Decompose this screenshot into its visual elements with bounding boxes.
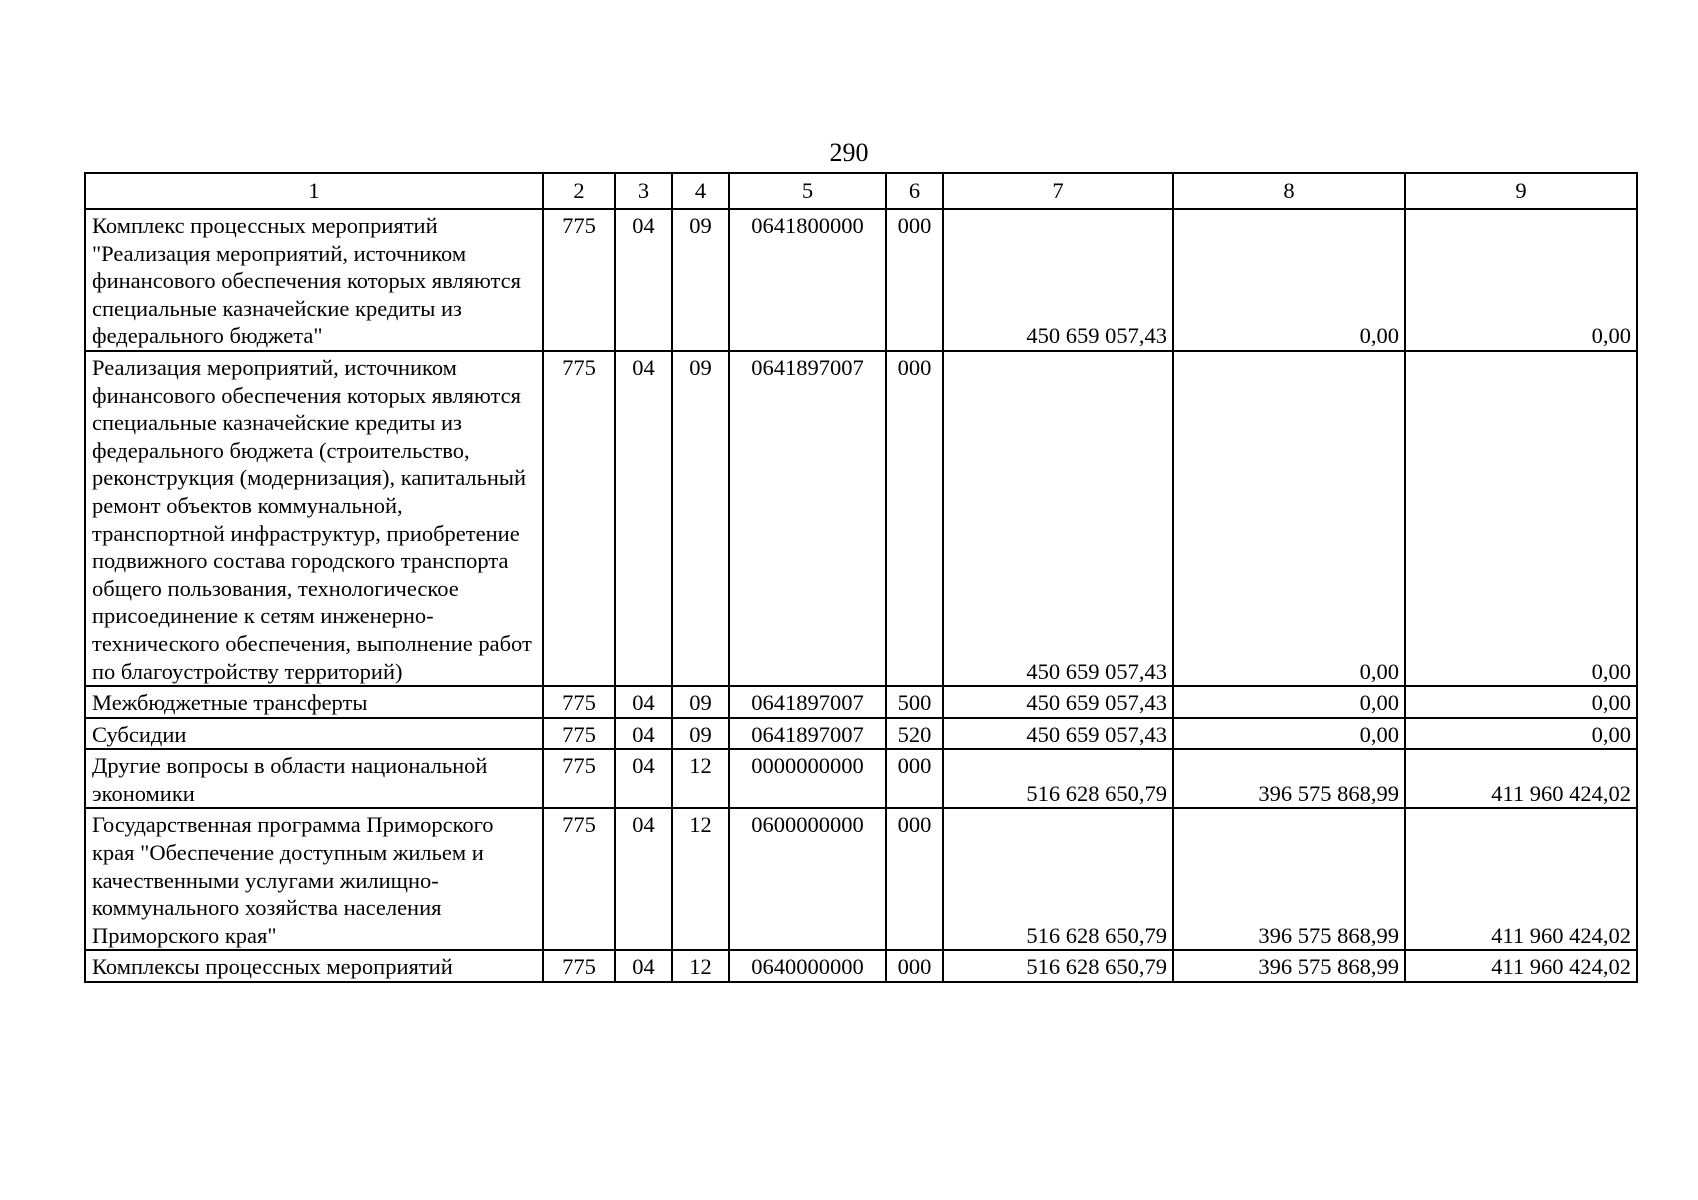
cell-section: 04 [615, 718, 672, 750]
table-row [85, 808, 1637, 950]
cell-target-article: 0640000000 [729, 950, 886, 982]
row-description: Комплекс процессных мероприятий "Реализация мероприятий, источником финансового обеспечения которых являются специальные казначейские кредиты из федерального бюджета" [85, 209, 543, 351]
cell-subsection: 12 [672, 749, 729, 808]
cell-target-article: 0641800000 [729, 209, 886, 351]
cell-subsection: 12 [672, 808, 729, 950]
cell-amount-9: 411 960 424,02 [1405, 808, 1637, 950]
cell-amount-8: 0,00 [1173, 351, 1405, 686]
cell-admin-code: 775 [543, 351, 615, 686]
row-description: Субсидии [85, 718, 543, 750]
cell-amount-8: 0,00 [1173, 209, 1405, 351]
cell-subsection: 12 [672, 950, 729, 982]
table-row [85, 950, 1637, 982]
cell-amount-7: 516 628 650,79 [943, 749, 1173, 808]
header-row [85, 173, 1637, 209]
cell-section: 04 [615, 351, 672, 686]
column-header-5: 5 [729, 173, 886, 209]
table-row [85, 718, 1637, 750]
table-row [85, 351, 1637, 686]
row-description: Межбюджетные трансферты [85, 686, 543, 718]
cell-admin-code: 775 [543, 209, 615, 351]
cell-amount-9: 0,00 [1405, 686, 1637, 718]
cell-expense-type: 500 [886, 686, 943, 718]
cell-target-article: 0641897007 [729, 351, 886, 686]
cell-amount-8: 396 575 868,99 [1173, 950, 1405, 982]
table-row [85, 749, 1637, 808]
cell-amount-9: 0,00 [1405, 209, 1637, 351]
cell-admin-code: 775 [543, 718, 615, 750]
cell-amount-8: 396 575 868,99 [1173, 808, 1405, 950]
column-header-6: 6 [886, 173, 943, 209]
cell-amount-8: 0,00 [1173, 718, 1405, 750]
cell-section: 04 [615, 209, 672, 351]
cell-target-article: 0600000000 [729, 808, 886, 950]
cell-amount-7: 450 659 057,43 [943, 351, 1173, 686]
cell-target-article: 0641897007 [729, 718, 886, 750]
cell-admin-code: 775 [543, 950, 615, 982]
cell-amount-9: 0,00 [1405, 351, 1637, 686]
cell-admin-code: 775 [543, 749, 615, 808]
cell-admin-code: 775 [543, 808, 615, 950]
row-description: Другие вопросы в области национальной экономики [85, 749, 543, 808]
cell-target-article: 0000000000 [729, 749, 886, 808]
cell-section: 04 [615, 749, 672, 808]
budget-table [84, 172, 1638, 983]
cell-target-article: 0641897007 [729, 686, 886, 718]
cell-expense-type: 000 [886, 209, 943, 351]
cell-amount-7: 516 628 650,79 [943, 950, 1173, 982]
cell-amount-7: 450 659 057,43 [943, 686, 1173, 718]
cell-expense-type: 000 [886, 351, 943, 686]
column-header-1: 1 [85, 173, 543, 209]
cell-amount-9: 411 960 424,02 [1405, 950, 1637, 982]
cell-amount-9: 411 960 424,02 [1405, 749, 1637, 808]
cell-amount-7: 516 628 650,79 [943, 808, 1173, 950]
cell-expense-type: 000 [886, 749, 943, 808]
cell-expense-type: 000 [886, 808, 943, 950]
cell-amount-7: 450 659 057,43 [943, 209, 1173, 351]
cell-section: 04 [615, 950, 672, 982]
column-header-4: 4 [672, 173, 729, 209]
cell-subsection: 09 [672, 209, 729, 351]
column-header-9: 9 [1405, 173, 1637, 209]
table-row [85, 209, 1637, 351]
cell-section: 04 [615, 808, 672, 950]
row-description: Государственная программа Приморского края "Обеспечение доступным жильем и качественными услугами жилищно-коммунального хозяйства населения Приморского края" [85, 808, 543, 950]
cell-admin-code: 775 [543, 686, 615, 718]
cell-amount-8: 396 575 868,99 [1173, 749, 1405, 808]
cell-amount-7: 450 659 057,43 [943, 718, 1173, 750]
cell-expense-type: 000 [886, 950, 943, 982]
cell-subsection: 09 [672, 718, 729, 750]
column-header-2: 2 [543, 173, 615, 209]
row-description: Комплексы процессных мероприятий [85, 950, 543, 982]
page-number: 290 [829, 138, 869, 167]
column-header-3: 3 [615, 173, 672, 209]
cell-subsection: 09 [672, 686, 729, 718]
table-row [85, 686, 1637, 718]
column-header-7: 7 [943, 173, 1173, 209]
row-description: Реализация мероприятий, источником финансового обеспечения которых являются специальные казначейские кредиты из федерального бюджета (строительство, реконструкция (модернизация), капитальный ремонт объектов коммунальной, транспортной инфраструктур, приобретение подвижного состава городского транспорта общего пользования, технологическое присоединение к сетям инженерно-технического обеспечения, выполнение работ по благоустройству территорий) [85, 351, 543, 686]
cell-expense-type: 520 [886, 718, 943, 750]
column-header-8: 8 [1173, 173, 1405, 209]
cell-amount-9: 0,00 [1405, 718, 1637, 750]
cell-section: 04 [615, 686, 672, 718]
cell-subsection: 09 [672, 351, 729, 686]
cell-amount-8: 0,00 [1173, 686, 1405, 718]
